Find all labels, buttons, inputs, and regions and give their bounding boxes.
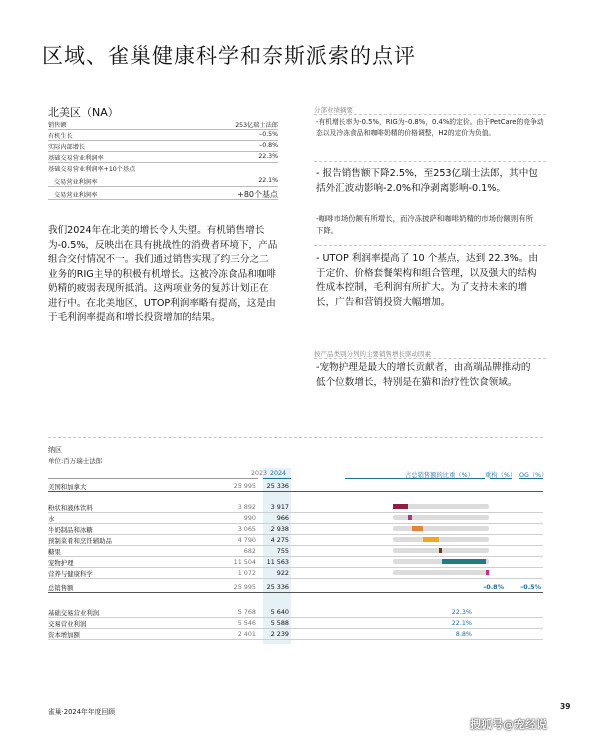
row-label: 交易营业利润: [48, 619, 87, 628]
row-label: 牛奶制品和冰糖: [48, 525, 93, 534]
row-label: 基础交易营业利润: [48, 608, 100, 617]
share-bar-track: [393, 504, 489, 509]
watermark: 搜狐号@宠经说: [470, 718, 547, 731]
share-bar-track: [393, 548, 489, 553]
share-bar-track: [393, 515, 489, 520]
kv-key: 基础交易营业利润率+10个基点: [48, 166, 136, 173]
share-bar: [408, 515, 412, 520]
row-label: 美国和加拿大: [48, 482, 87, 491]
header-rule: [519, 478, 543, 479]
value-2023: 682: [243, 546, 256, 555]
kv-row: [48, 119, 278, 130]
share-percent: 8.8%: [455, 629, 472, 638]
segment-note: -有机增长率为-0.5%，RIG为–0.8%，0.4%的定价。由于PetCare的竞争动态以及冷冻食品和咖啡奶精的价格调整，H2的定价为负值。: [316, 118, 544, 137]
share-bar: [423, 537, 439, 542]
value-2023: 2 401: [237, 629, 256, 638]
region-commentary: 我们2024年在北美的增长令人失望。有机销售增长为-0.5%，反映出在具有挑战性的消费者环境下，产品组合交付情况不一。我们通过销售实现了约三分之二业务的RIG主导的积极有机增长。这被冷冻食品和咖啡奶精的疲弱表现所抵消。这两项业务的复苏计划正在进行中。在北美地区，UTOP利润率略有提高，这是由于毛利润率提高和增长投资增加的结果。: [48, 225, 278, 323]
value-2023: 1 072: [237, 568, 256, 577]
header-2024: 2024: [270, 470, 287, 477]
kv-key: 基础交易营业利润率: [48, 155, 104, 162]
value-2024: 11 563: [266, 557, 289, 566]
header-rule: [48, 478, 258, 479]
value-2024: 4 275: [270, 535, 289, 544]
value-2024: 922: [276, 568, 289, 577]
row-label: 水: [48, 514, 55, 523]
value-2023: 11 504: [233, 557, 256, 566]
kv-row: [48, 163, 278, 173]
kv-row: [48, 189, 278, 200]
divider: [314, 161, 546, 162]
row-label: 总销售额: [48, 583, 74, 592]
header-share: 占总销售额的比重（%）: [405, 472, 474, 479]
kv-key: 实际内部增长: [48, 144, 86, 151]
header-rule: [345, 478, 485, 479]
header-og: OG（%）: [519, 472, 548, 479]
drivers-heading: 按产品类别分列的主要销售增长驱动因素: [314, 350, 431, 358]
kv-value: –0.5%: [259, 131, 278, 138]
og-percent: –0.5%: [520, 582, 541, 591]
kv-row: [48, 141, 278, 152]
kv-value: –0.8%: [259, 142, 278, 149]
share-bar-track: [393, 526, 489, 531]
value-2023: 3 892: [237, 502, 256, 511]
value-2024: 2 938: [270, 524, 289, 533]
kv-value: +80个基点: [237, 190, 278, 199]
divider: [314, 114, 546, 115]
value-2023: 5 546: [237, 618, 256, 627]
kv-key: 交易营业利润率: [54, 179, 98, 186]
rig-percent: –0.8%: [483, 582, 504, 591]
kv-value: 22.3%: [258, 153, 278, 160]
row-label: 营养与健康科学: [48, 569, 93, 578]
table-row: [48, 567, 543, 579]
share-bar: [486, 570, 489, 575]
kv-row: [48, 130, 278, 141]
value-2023: 5 768: [237, 607, 256, 616]
row-label: 预制菜肴和烹饪辅助品: [48, 536, 112, 545]
value-2023: 4 790: [237, 535, 256, 544]
share-bar-track: [393, 570, 489, 575]
share-bar: [439, 548, 442, 553]
value-2024: 2 239: [270, 629, 289, 638]
value-2024: 966: [276, 513, 289, 522]
kv-row: [48, 152, 278, 163]
header-2023: 2023: [251, 470, 268, 477]
kv-value: 22.1%: [258, 177, 278, 184]
row-label: 粉状和液体饮料: [48, 503, 93, 512]
value-2024: 3 917: [270, 502, 289, 511]
kv-key: 有机生长: [48, 133, 73, 140]
footer-text: 雀巢·2024年年度回顾: [48, 708, 116, 716]
table-row: [48, 628, 543, 640]
share-bar: [393, 504, 408, 509]
value-2024: 25 336: [266, 582, 289, 591]
table-top-divider: [48, 437, 543, 438]
region-heading: 北美区（NA）: [48, 106, 119, 119]
table-unit: 单位:百万瑞士法郎: [48, 457, 103, 465]
divider: [314, 358, 546, 359]
row-label: 资本增加额: [48, 630, 80, 639]
value-2023: 990: [243, 513, 256, 522]
value-2023: 3 065: [237, 524, 256, 533]
table-row: [48, 480, 543, 492]
share-bar: [412, 526, 423, 531]
share-bar-track: [393, 559, 489, 564]
value-2024: 25 336: [266, 481, 289, 490]
value-2024: 755: [276, 546, 289, 555]
share-bar-track: [393, 537, 489, 542]
value-2023: 25 995: [233, 481, 256, 490]
table-row: [48, 581, 543, 593]
share-percent: 22.3%: [451, 607, 472, 616]
row-label: 糖果: [48, 547, 61, 556]
share-bar: [442, 559, 486, 564]
segment-heading: 分部业绩摘要: [314, 106, 353, 114]
drivers-text: -宠物护理是最大的增长贡献者，由高端品牌推动的低个位数增长，特别是在猫和治疗性饮食领域。: [316, 362, 531, 388]
header-rig: 重构（%）: [485, 472, 517, 479]
kv-key: 交易营业利润率: [54, 192, 98, 199]
table-title: 纳区: [48, 446, 62, 454]
share-percent: 22.1%: [451, 618, 472, 627]
kv-row: [48, 176, 278, 187]
value-2023: 25 995: [233, 582, 256, 591]
page-number: 39: [560, 702, 571, 711]
market-share-text: -咖啡市场份额有所增长，而冷冻披萨和咖啡奶精的市场份额则有所下降。: [316, 214, 533, 235]
kv-key: 销售额: [48, 122, 67, 129]
reported-sales-text: - 报告销售额下降2.5%，至253亿瑞士法郎，其中包括外汇波动影响-2.0%和净剥离影响-0.1%。: [316, 168, 538, 194]
divider: [314, 245, 546, 246]
utop-text: - UTOP 利润率提高了 10 个基点，达到 22.3%。由于定价、价格套餐架构和组合管理，以及强大的结构性成本控制，毛利润有所扩大。为了支持未来的增长，广告和营销投资大幅增加。: [316, 253, 538, 308]
header-rule: [490, 478, 512, 479]
row-label: 宠物护理: [48, 558, 74, 567]
value-2024: 5 588: [270, 618, 289, 627]
value-2024: 5 640: [270, 607, 289, 616]
header-rule: [263, 478, 291, 479]
page-title: 区域、雀巢健康科学和奈斯派索的点评: [42, 44, 416, 68]
kv-value: 253亿瑞士法郎: [235, 122, 278, 129]
